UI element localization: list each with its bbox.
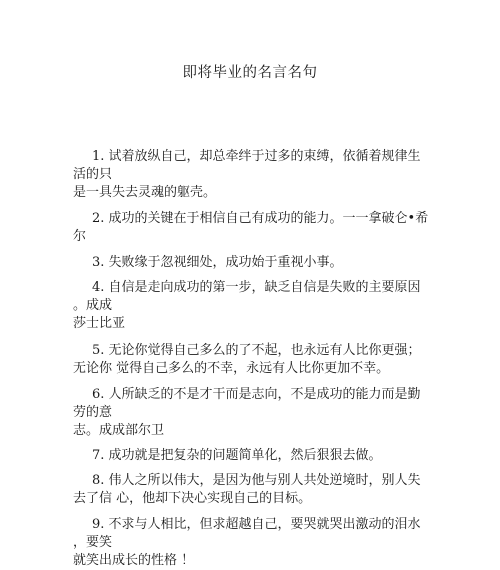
- quote-line: 劳的意: [73, 405, 113, 420]
- quote-line: 7. 成功就是把复杂的问题简单化，然后狠狠去做。: [92, 448, 382, 463]
- quote-4: [73, 279, 421, 333]
- quote-8: [73, 472, 421, 508]
- quote-line: 。成成: [73, 298, 113, 313]
- quote-line: 1. 试着放纵自己，却总牵绊于过多的束缚，依循着规律生: [92, 149, 421, 164]
- quote-line: 去了信 心，他却下决心实现自己的目标。: [73, 491, 312, 506]
- quote-line: 是一具失去灵魂的躯壳。: [73, 185, 217, 200]
- quote-2: [73, 210, 429, 246]
- quote-5: [73, 342, 421, 378]
- quote-6: [73, 386, 421, 440]
- quote-line: 8. 伟人之所以伟大，是因为他与别人共处逆境时，别人失: [92, 473, 421, 488]
- quote-line: 活的只: [73, 167, 113, 182]
- quote-line: 6. 人所缺乏的不是才干而是志向，不是成功的能力而是勤: [92, 387, 421, 402]
- quote-line: ，要笑: [73, 535, 113, 550]
- quote-7: [73, 447, 413, 465]
- quote-line: 无论你 觉得自己多么的不幸，永远有人比你更加不幸。: [73, 361, 390, 376]
- quote-line: 9. 不求与人相比，但求超越自己，要哭就哭出激动的泪水: [92, 517, 421, 532]
- quote-line: 莎士比亚: [73, 316, 126, 331]
- quote-line: 2. 成功的关键在于相信自己有成功的能力。一一拿破仑•希: [92, 211, 429, 226]
- quote-3: [73, 254, 413, 272]
- quote-line: 3. 失败缘于忽视细处，成功始于重视小事。: [92, 255, 343, 270]
- quote-line: 尔: [73, 229, 87, 244]
- quote-1: [73, 148, 421, 202]
- document-title: 即将毕业的名言名句: [182, 65, 318, 81]
- quote-line: 就笑出成长的性格 ！: [73, 553, 195, 568]
- quote-line: 5. 无论你觉得自己多么的了不起，也永远有人比你更强；: [92, 343, 421, 358]
- quote-line: 4. 自信是走向成功的第一步，缺乏自信是失败的主要原因: [92, 280, 421, 295]
- quote-line: 志。成成部尔卫: [73, 423, 165, 438]
- quote-9: [73, 516, 421, 570]
